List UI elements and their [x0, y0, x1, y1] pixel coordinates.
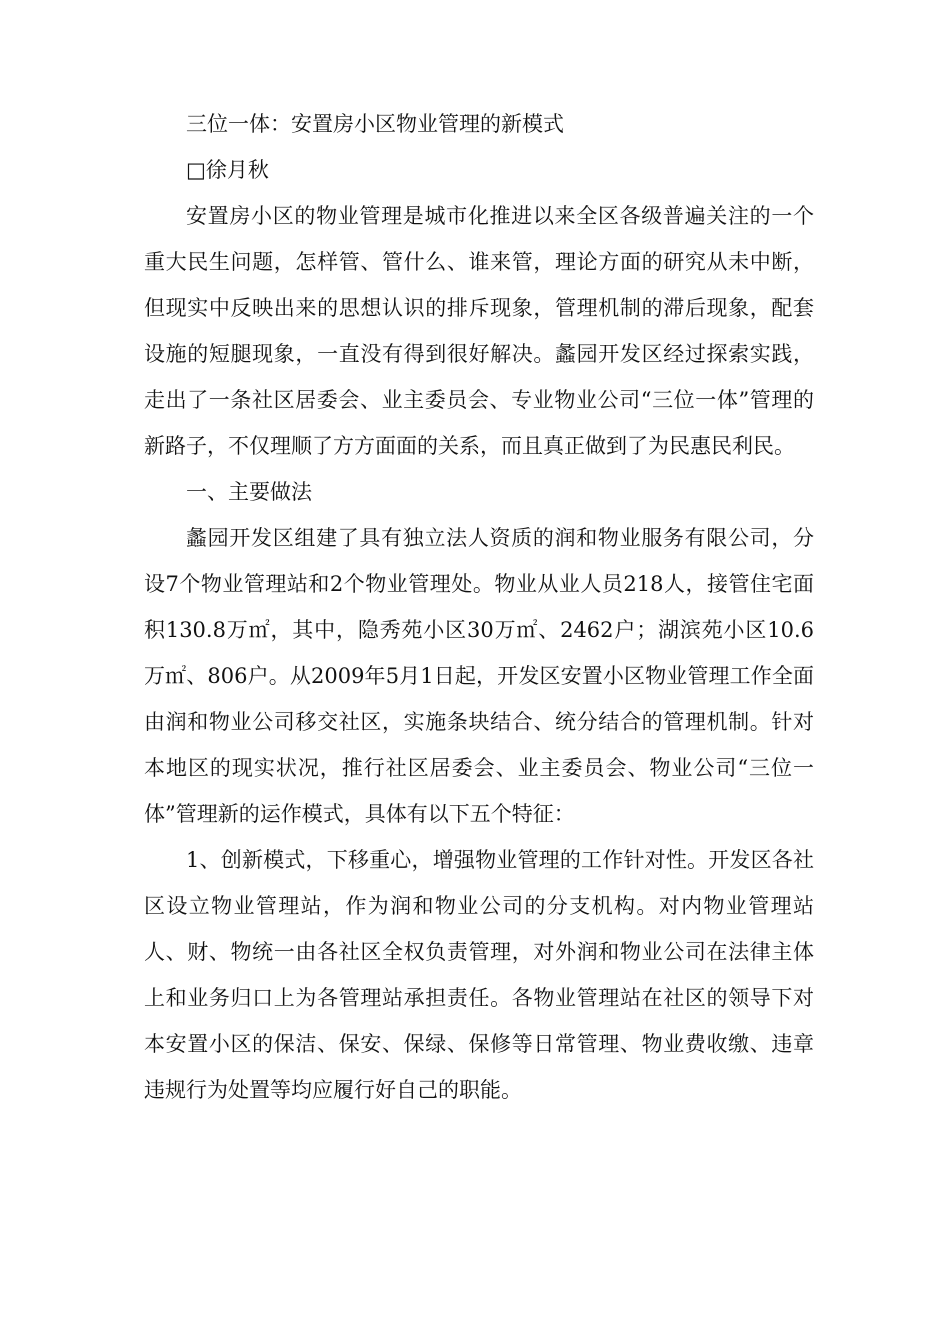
- paragraph-intro: 安置房小区的物业管理是城市化推进以来全区各级普遍关注的一个重大民生问题，怎样管、管什么、谁来管，理论方面的研究从未中断，但现实中反映出来的思想认识的排斥现象，管理机制的滞后现象，配套设施的短腿现象，一直没有得到很好解决。蠡园开发区经过探索实践，走出了一条社区居委会、业主委员会、专业物业公司“三位一体”管理的新路子，不仅理顺了方方面面的关系，而且真正做到了为民惠民利民。: [144, 204, 814, 458]
- document-title: 三位一体：安置房小区物业管理的新模式: [186, 112, 564, 136]
- section-heading: 一、主要做法: [186, 480, 312, 504]
- paragraph-point-1: 1、创新模式，下移重心，增强物业管理的工作针对性。开发区各社区设立物业管理站，作为润和物业公司的分支机构。对内物业管理站人、财、物统一由各社区全权负责管理，对外润和物业公司在法律主体上和业务归口上为各管理站承担责任。各物业管理站在社区的领导下对本安置小区的保洁、保安、保绿、保修等日常管理、物业费收缴、违章违规行为处置等均应履行好自己的职能。: [144, 848, 814, 1102]
- paragraph-overview: 蠡园开发区组建了具有独立法人资质的润和物业服务有限公司，分设7个物业管理站和2个物业管理处。物业从业人员218人，接管住宅面积130.8万㎡，其中，隐秀苑小区30万㎡、2462户；湖滨苑小区10.6万㎡、806户。从2009年5月1日起，开发区安置小区物业管理工作全面由润和物业公司移交社区，实施条块结合、统分结合的管理机制。针对本地区的现实状况，推行社区居委会、业主委员会、物业公司“三位一体”管理新的运作模式，具体有以下五个特征：: [144, 526, 814, 826]
- document-body: [144, 101, 814, 1113]
- document-author: □徐月秋: [186, 158, 269, 182]
